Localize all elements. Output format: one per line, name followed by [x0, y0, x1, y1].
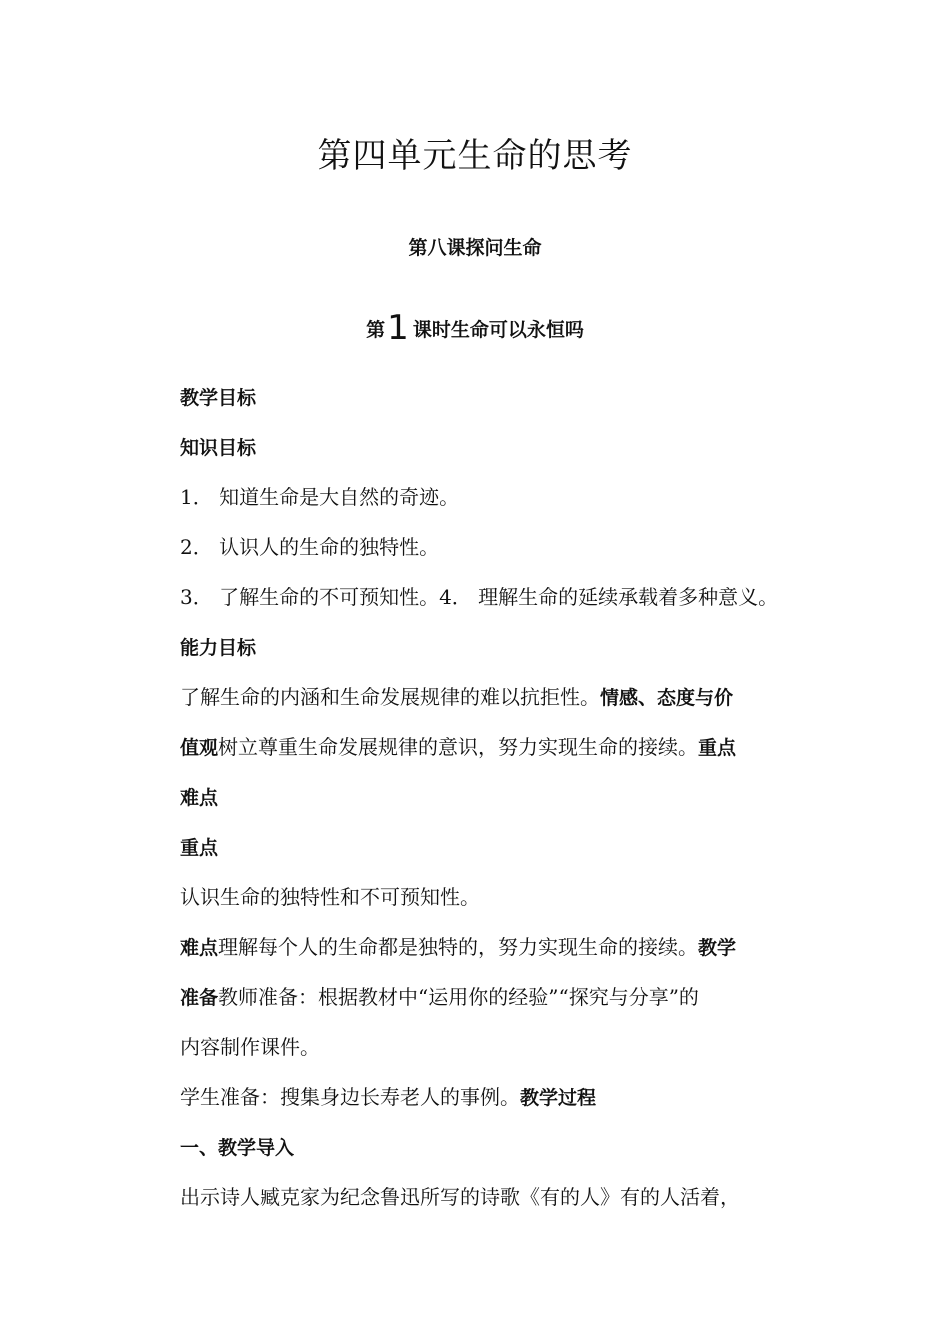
text-line [180, 982, 699, 1013]
body-text: 教师准备：根据教材中“运用你的经验”“探究与分享”的 [218, 985, 699, 1009]
bold-text: 知识目标 [180, 437, 257, 459]
body-text: 认识生命的独特性和不可预知性。 [180, 885, 480, 909]
text-line [180, 482, 459, 512]
text-line [180, 1132, 294, 1163]
body-text: 3． 了解生命的不可预知性。4． 理解生命的延续承载着多种意义。 [180, 585, 779, 609]
bold-text: 难点 [180, 937, 219, 959]
text-line [180, 832, 218, 863]
bold-text: 准备 [180, 987, 219, 1009]
text-line [180, 1082, 596, 1113]
text-line [180, 382, 256, 413]
body-text: 2． 认识人的生命的独特性。 [180, 535, 440, 559]
body-text: 出示诗人臧克家为纪念鲁迅所写的诗歌《有的人》有的人活着， [180, 1185, 740, 1209]
bold-text: 重点 [180, 837, 219, 859]
bold-text: 教学目标 [180, 387, 257, 409]
text-line [180, 882, 480, 912]
text-line [180, 632, 256, 663]
body-text: 树立尊重生命发展规律的意识，努力实现生命的接续。 [218, 735, 699, 759]
bold-text: 一、教学导入 [180, 1137, 295, 1159]
lesson-suffix: 课时生命可以永恒吗 [412, 319, 584, 341]
body-text: 了解生命的内涵和生命发展规律的难以抗拒性。 [180, 685, 600, 709]
lesson-prefix: 第 [366, 319, 386, 341]
body-text: 内容制作课件。 [180, 1035, 320, 1059]
text-line [180, 532, 439, 562]
body-text: 学生准备：搜集身边长寿老人的事例。 [180, 1085, 520, 1109]
text-line [180, 732, 736, 763]
text-line [180, 582, 778, 612]
bold-text: 难点 [180, 787, 219, 809]
body-text: 理解每个人的生命都是独特的，努力实现生命的接续。 [218, 935, 699, 959]
lesson-number: 1 [387, 308, 409, 348]
text-line [180, 682, 733, 713]
text-line [180, 932, 736, 963]
lesson-heading [0, 308, 950, 350]
text-line [180, 1182, 740, 1212]
bold-text: 重点 [698, 737, 737, 759]
bold-text: 值观 [180, 737, 219, 759]
text-line [180, 782, 218, 813]
body-text: 1． 知道生命是大自然的奇迹。 [180, 485, 460, 509]
bold-text: 教学过程 [520, 1087, 597, 1109]
text-line [180, 1032, 320, 1062]
document-title: 第四单元生命的思考 [317, 136, 633, 176]
document-subtitle: 第八课探问生命 [408, 237, 542, 259]
text-line [180, 432, 256, 463]
bold-text: 情感、态度与价 [600, 687, 734, 709]
bold-text: 教学 [698, 937, 737, 959]
bold-text: 能力目标 [180, 637, 257, 659]
